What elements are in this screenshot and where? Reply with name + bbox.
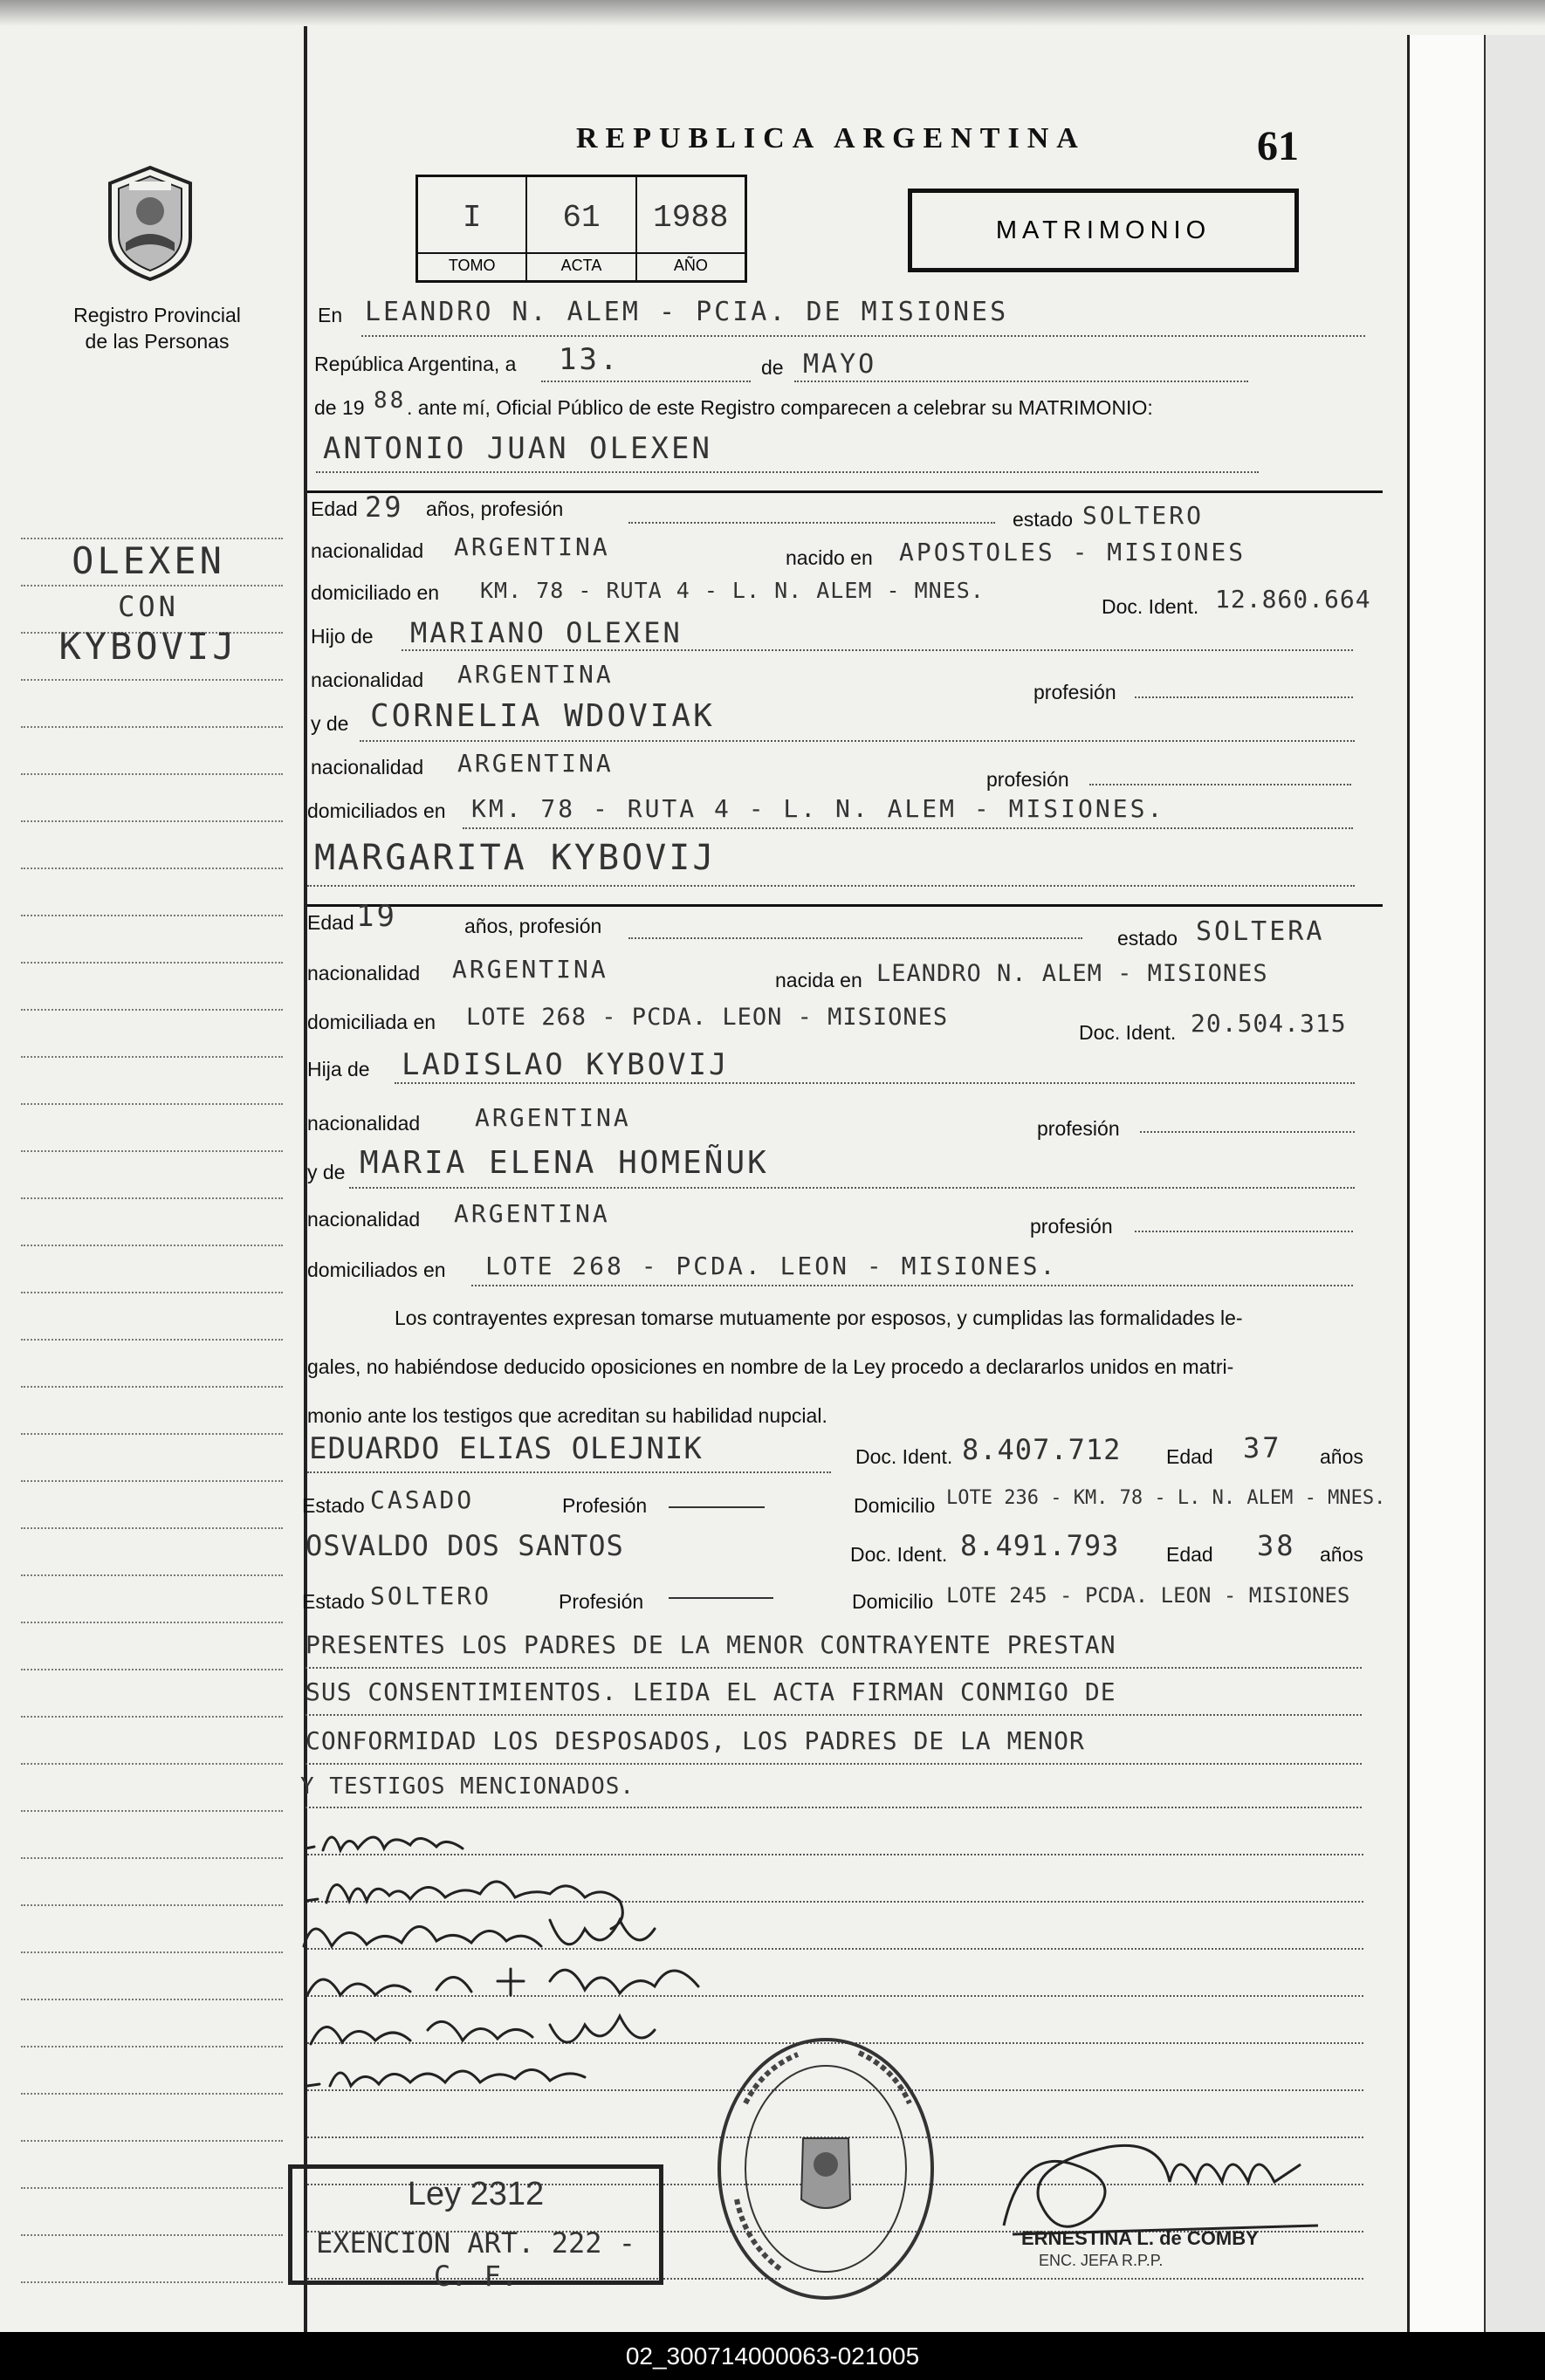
witness2-domicilio: LOTE 245 - PCDA. LEON - MISIONES bbox=[946, 1583, 1350, 1608]
bride-birthplace: LEANDRO N. ALEM - MISIONES bbox=[876, 960, 1268, 987]
margin-dotted-line bbox=[21, 1150, 283, 1152]
margin-dotted-line bbox=[21, 679, 283, 681]
remarks-line-3: CONFORMIDAD LOS DESPOSADOS, LOS PADRES DE LA MENOR bbox=[306, 1726, 1085, 1755]
ano-value: 1988 bbox=[653, 200, 729, 236]
dotted-line bbox=[1135, 696, 1353, 698]
place-value: LEANDRO N. ALEM - PCIA. DE MISIONES bbox=[365, 297, 1009, 327]
witness2-prof-label: Profesión bbox=[559, 1590, 644, 1613]
bride-hija-label: Hija de bbox=[307, 1058, 370, 1080]
dotted-line bbox=[628, 937, 1082, 939]
groom-mother: CORNELIA WDOVIAK bbox=[370, 698, 715, 734]
witness2-name: OSVALDO DOS SANTOS bbox=[306, 1529, 624, 1562]
margin-dotted-line bbox=[21, 1339, 283, 1341]
margin-dotted-line bbox=[21, 2187, 283, 2189]
tomo-value: I bbox=[462, 200, 482, 236]
witness1-name: EDUARDO ELIAS OLEJNIK bbox=[309, 1431, 703, 1466]
dotted-line bbox=[306, 1714, 1362, 1716]
bride-nacionalidad: ARGENTINA bbox=[452, 955, 608, 984]
section-separator bbox=[307, 904, 1383, 907]
bride-name: MARGARITA KYBOVIJ bbox=[314, 838, 717, 878]
witness2-age: 38 bbox=[1257, 1529, 1296, 1562]
declaration-text bbox=[307, 1293, 1383, 1440]
bride-profesion-label: años, profesión bbox=[464, 915, 602, 937]
page-edge bbox=[1407, 35, 1487, 2332]
bride-doc: 20.504.315 bbox=[1191, 1009, 1347, 1038]
witness2-doc: 8.491.793 bbox=[960, 1529, 1120, 1562]
margin-dotted-line bbox=[21, 1433, 283, 1435]
acta-cell bbox=[527, 177, 636, 280]
margin-dotted-line bbox=[21, 585, 283, 586]
witness1-prof-label: Profesión bbox=[562, 1494, 648, 1517]
bride-yde-label: y de bbox=[307, 1161, 346, 1183]
margin-dotted-line bbox=[21, 1056, 283, 1058]
bride-domicilio: LOTE 268 - PCDA. LEON - MISIONES bbox=[466, 1004, 949, 1031]
margin-dotted-line bbox=[21, 1857, 283, 1859]
stamp-line-2: EXENCION ART. 222 - C. F. bbox=[315, 2226, 636, 2293]
provincial-seal-icon bbox=[103, 164, 197, 283]
official-signature-icon bbox=[986, 2112, 1353, 2269]
groom-father-nac-label: nacionalidad bbox=[311, 669, 424, 691]
groom-father-nac: ARGENTINA bbox=[457, 660, 614, 689]
margin-dotted-line bbox=[21, 1480, 283, 1482]
witness1-estado: CASADO bbox=[370, 1485, 475, 1514]
remarks-line-2: SUS CONSENTIMIENTOS. LEIDA EL ACTA FIRMAN CONMIGO DE bbox=[306, 1677, 1116, 1706]
groom-father: MARIANO OLEXEN bbox=[410, 616, 683, 649]
dotted-line bbox=[463, 827, 1353, 829]
margin-dotted-line bbox=[21, 726, 283, 728]
ley-stamp bbox=[288, 2164, 663, 2293]
margin-dotted-line bbox=[21, 915, 283, 916]
bride-prof2-label: profesión bbox=[1030, 1215, 1113, 1238]
month-value: MAYO bbox=[803, 349, 877, 380]
dotted-line bbox=[361, 335, 1365, 337]
dotted-line bbox=[1089, 784, 1351, 785]
groom-yde-label: y de bbox=[311, 712, 349, 735]
margin-dotted-line bbox=[21, 1810, 283, 1812]
dotted-line bbox=[402, 649, 1353, 651]
acta-value: 61 bbox=[562, 200, 601, 236]
witness1-dom-label: Domicilio bbox=[854, 1494, 936, 1517]
bride-age: 19 bbox=[356, 899, 397, 934]
groom-birthplace: APOSTOLES - MISIONES bbox=[899, 538, 1246, 566]
margin-note-1: OLEXEN bbox=[72, 539, 225, 582]
margin-dotted-line bbox=[21, 1951, 283, 1953]
groom-mother-nac: ARGENTINA bbox=[457, 749, 614, 778]
signatures-icon bbox=[288, 1824, 777, 2103]
bride-nacida-label: nacida en bbox=[775, 969, 862, 991]
bride-mother-nac-label: nacionalidad bbox=[307, 1208, 421, 1231]
groom-dom-label: domiciliado en bbox=[311, 581, 440, 604]
ano-cell bbox=[637, 177, 745, 280]
margin-note-3: KYBOVIJ bbox=[58, 625, 238, 668]
witness1-age: 37 bbox=[1243, 1431, 1282, 1464]
bride-edad-label: Edad bbox=[307, 911, 354, 934]
margin-dotted-line bbox=[21, 1292, 283, 1293]
witness2-estado-label: Estado bbox=[302, 1590, 365, 1613]
margin-dotted-line bbox=[21, 2046, 283, 2047]
bride-parents-dom: LOTE 268 - PCDA. LEON - MISIONES. bbox=[485, 1252, 1058, 1280]
margin-dotted-line bbox=[21, 868, 283, 869]
bride-prof-label: profesión bbox=[1037, 1117, 1120, 1140]
dotted-line bbox=[349, 1187, 1355, 1189]
bride-dom-label: domiciliada en bbox=[307, 1011, 436, 1033]
margin-dotted-line bbox=[21, 1574, 283, 1576]
groom-nac-label: nacionalidad bbox=[311, 539, 424, 562]
margin-note-2: CON bbox=[118, 590, 179, 623]
witness1-estado-label: Estado bbox=[302, 1494, 365, 1517]
witness1-anos-label: años bbox=[1320, 1445, 1363, 1468]
groom-profesion-label: años, profesión bbox=[426, 497, 564, 520]
section-separator bbox=[307, 490, 1383, 493]
groom-nacido-label: nacido en bbox=[786, 546, 873, 569]
margin-dotted-line bbox=[21, 2140, 283, 2142]
tomo-label: TOMO bbox=[418, 252, 525, 275]
margin-dotted-line bbox=[21, 1999, 283, 2000]
groom-prof-label: profesión bbox=[1033, 681, 1116, 703]
country-title: REPUBLICA ARGENTINA bbox=[576, 122, 1086, 154]
declaration-line-1: Los contrayentes expresan tomarse mutuamente por esposos, y cumplidas las formalidades le- bbox=[395, 1307, 1243, 1329]
scan-shadow bbox=[0, 0, 1545, 26]
dotted-line bbox=[307, 885, 1355, 887]
tomo-cell bbox=[418, 177, 527, 280]
acta-label: ACTA bbox=[527, 252, 635, 275]
margin-dotted-line bbox=[21, 1386, 283, 1388]
margin-dotted-line bbox=[21, 962, 283, 964]
act-type-box: MATRIMONIO bbox=[908, 189, 1299, 272]
margin-dotted-line bbox=[21, 773, 283, 775]
groom-estado-label: estado bbox=[1013, 508, 1074, 531]
bride-doc-label: Doc. Ident. bbox=[1079, 1021, 1177, 1044]
stamp-line-1: Ley 2312 bbox=[407, 2176, 545, 2212]
dotted-line bbox=[471, 1285, 1353, 1286]
groom-mother-nac-label: nacionalidad bbox=[311, 756, 424, 778]
dash-line bbox=[669, 1506, 765, 1508]
year-label: de 19 bbox=[314, 396, 365, 419]
witness1-doc-label: Doc. Ident. bbox=[855, 1445, 953, 1468]
bride-nac-label: nacionalidad bbox=[307, 962, 421, 984]
intro-text: . ante mí, Oficial Público de este Registro comparecen a celebrar su MATRIMONIO: bbox=[407, 396, 1153, 419]
witness1-doc: 8.407.712 bbox=[962, 1433, 1122, 1466]
bride-father-nac-label: nacionalidad bbox=[307, 1112, 421, 1135]
bride-domds-label: domiciliados en bbox=[307, 1259, 446, 1281]
remarks-line-4: Y TESTIGOS MENCIONADOS. bbox=[300, 1773, 635, 1800]
dotted-line bbox=[794, 381, 1248, 382]
margin-dotted-line bbox=[21, 1009, 283, 1011]
dotted-line bbox=[316, 471, 1259, 473]
en-label: En bbox=[318, 304, 343, 326]
groom-domds-label: domiciliados en bbox=[307, 799, 446, 822]
dotted-line bbox=[395, 1082, 1355, 1084]
dotted-line bbox=[541, 381, 751, 382]
binding-edge bbox=[1484, 35, 1545, 2332]
remarks-line-1: PRESENTES LOS PADRES DE LA MENOR CONTRAYENTE PRESTAN bbox=[306, 1630, 1116, 1659]
registry-box bbox=[415, 175, 747, 283]
witness1-domicilio: LOTE 236 - KM. 78 - L. N. ALEM - MNES. bbox=[946, 1487, 1386, 1509]
dotted-line bbox=[628, 522, 995, 524]
declaration-line-3: monio ante los testigos que acreditan su habilidad nupcial. bbox=[307, 1404, 827, 1427]
dotted-line bbox=[306, 1807, 1362, 1808]
bride-mother-nac: ARGENTINA bbox=[454, 1199, 610, 1228]
margin-dotted-line bbox=[21, 1904, 283, 1906]
margin-dotted-line bbox=[21, 820, 283, 822]
groom-estado: SOLTERO bbox=[1082, 501, 1205, 530]
groom-name: ANTONIO JUAN OLEXEN bbox=[323, 431, 712, 466]
page-number: 61 bbox=[1257, 123, 1299, 169]
dotted-line bbox=[1135, 1231, 1353, 1232]
office-line-2: de las Personas bbox=[85, 330, 230, 353]
declaration-line-2: gales, no habiéndose deducido oposiciones en nombre de la Ley procedo a declararlos unidos en matri- bbox=[307, 1355, 1234, 1378]
margin-dotted-line bbox=[21, 1716, 283, 1718]
margin-dotted-line bbox=[21, 2281, 283, 2283]
margin-dotted-line bbox=[21, 1763, 283, 1765]
bride-estado: SOLTERA bbox=[1196, 916, 1325, 947]
footer-code: 02_300714000063-021005 bbox=[625, 2342, 920, 2370]
bride-father-nac: ARGENTINA bbox=[475, 1103, 631, 1132]
margin-dotted-line bbox=[21, 2234, 283, 2236]
year-value: 88 bbox=[374, 388, 407, 414]
margin-dotted-line bbox=[21, 1527, 283, 1529]
groom-age: 29 bbox=[365, 490, 404, 524]
witness1-edad-label: Edad bbox=[1166, 1445, 1213, 1468]
office-line-1: Registro Provincial bbox=[73, 304, 241, 326]
witness2-anos-label: años bbox=[1320, 1543, 1363, 1566]
groom-doc: 12.860.664 bbox=[1215, 585, 1371, 614]
margin-dotted-line bbox=[21, 1245, 283, 1246]
margin-dotted-line bbox=[21, 1622, 283, 1623]
official-name: ERNESTINA L. de COMBY bbox=[1021, 2227, 1259, 2249]
bride-mother: MARIA ELENA HOMEÑUK bbox=[360, 1145, 769, 1181]
republica-label: República Argentina, a bbox=[314, 353, 517, 375]
witness2-estado: SOLTERO bbox=[370, 1581, 492, 1610]
groom-prof2-label: profesión bbox=[986, 768, 1069, 791]
margin-dotted-line bbox=[21, 1669, 283, 1670]
groom-doc-label: Doc. Ident. bbox=[1102, 595, 1199, 618]
groom-edad-label: Edad bbox=[311, 497, 358, 520]
groom-domicilio: KM. 78 - RUTA 4 - L. N. ALEM - MNES. bbox=[480, 578, 985, 603]
bride-father: LADISLAO KYBOVIJ bbox=[402, 1047, 730, 1082]
witness2-edad-label: Edad bbox=[1166, 1543, 1213, 1566]
margin-dotted-line bbox=[21, 1197, 283, 1199]
bride-estado-label: estado bbox=[1117, 927, 1178, 950]
registry-office bbox=[35, 302, 279, 354]
official-title: ENC. JEFA R.P.P. bbox=[1039, 2252, 1164, 2269]
groom-hijo-label: Hijo de bbox=[311, 625, 374, 648]
day-value: 13. bbox=[559, 342, 621, 377]
official-seal-icon bbox=[711, 2034, 941, 2304]
dash-line bbox=[669, 1597, 773, 1599]
witness2-dom-label: Domicilio bbox=[852, 1590, 934, 1613]
dotted-line bbox=[360, 740, 1355, 742]
dotted-line bbox=[307, 1471, 831, 1473]
dotted-line bbox=[1140, 1131, 1355, 1133]
dotted-line bbox=[306, 1667, 1362, 1669]
ano-label: AÑO bbox=[637, 252, 745, 275]
dotted-line bbox=[306, 1763, 1362, 1765]
groom-parents-dom: KM. 78 - RUTA 4 - L. N. ALEM - MISIONES. bbox=[471, 794, 1165, 823]
margin-dotted-line bbox=[21, 1103, 283, 1105]
margin-dotted-line bbox=[21, 2093, 283, 2095]
witness2-doc-label: Doc. Ident. bbox=[850, 1543, 948, 1566]
de-label: de bbox=[761, 356, 784, 379]
groom-nacionalidad: ARGENTINA bbox=[454, 532, 610, 561]
